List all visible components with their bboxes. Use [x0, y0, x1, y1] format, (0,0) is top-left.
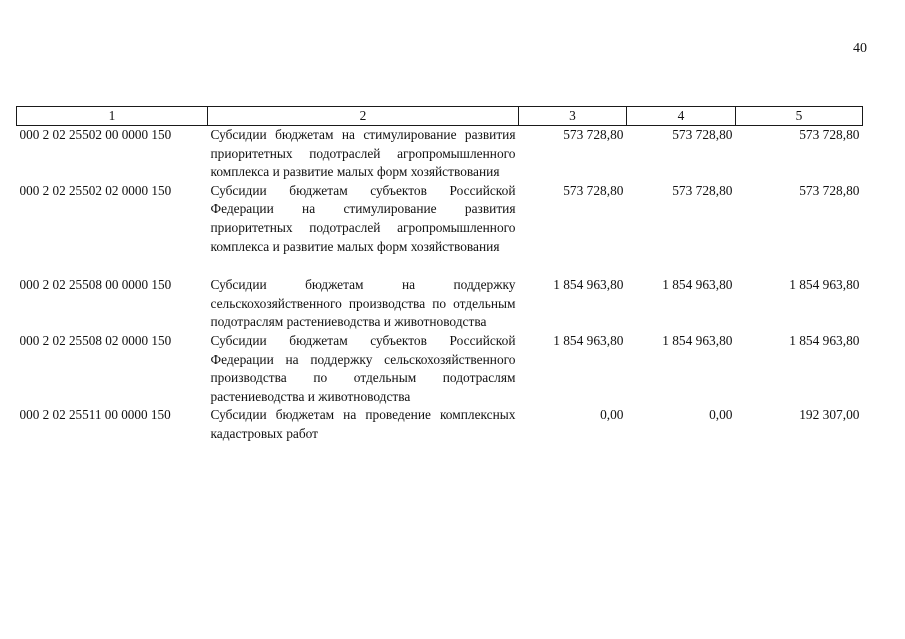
column-number-row	[17, 107, 863, 126]
amount-col5: 1 854 963,80	[789, 277, 860, 293]
page-number: 40	[853, 41, 867, 56]
amount-col5: 573 728,80	[799, 182, 860, 198]
column-header-2: 2	[208, 107, 519, 126]
amount-col5: 1 854 963,80	[789, 332, 860, 348]
table-row	[17, 276, 863, 332]
amount-col3: 1 854 963,80	[553, 277, 624, 293]
row-description: Субсидии бюджетам субъектов Российской Федерации на поддержку сельскохозяйственного производства по отдельным подотраслям растениеводства и животноводства	[210, 332, 516, 404]
row-description: Субсидии бюджетам на поддержку сельскохозяйственного производства по отдельным подотраслям растениеводства и животноводства	[210, 277, 516, 330]
table-row	[17, 406, 863, 443]
row-spacer-cell	[17, 256, 863, 276]
row-description: Субсидии бюджетам субъектов Российской Федерации на стимулирование развития приоритетных подотраслей агропромышленного комплекса и развитие малых форм хозяйствования	[210, 182, 516, 254]
amount-col4: 1 854 963,80	[662, 332, 733, 348]
budget-code: 000 2 02 25511 00 0000 150	[19, 407, 171, 423]
column-header-5: 5	[736, 107, 863, 126]
row-description: Субсидии бюджетам на стимулирование развития приоритетных подотраслей агропромышленного комплекса и развитие малых форм хозяйствования	[210, 127, 516, 180]
table-body	[17, 126, 863, 444]
amount-col3: 0,00	[600, 407, 624, 423]
amount-col4: 573 728,80	[672, 127, 733, 142]
budget-code: 000 2 02 25508 00 0000 150	[19, 277, 172, 293]
row-spacer	[17, 256, 863, 276]
amount-col3: 573 728,80	[563, 127, 624, 142]
column-header-4: 4	[627, 107, 736, 126]
amount-col3: 573 728,80	[563, 182, 624, 198]
budget-table	[16, 106, 863, 444]
column-header-1: 1	[17, 107, 208, 126]
table-row	[17, 182, 863, 256]
amount-col5: 192 307,00	[799, 407, 860, 423]
table-row	[17, 126, 863, 182]
amount-col4: 573 728,80	[672, 182, 733, 198]
table-header	[17, 107, 863, 126]
row-description: Субсидии бюджетам на проведение комплексных кадастровых работ	[210, 407, 516, 441]
table-row	[17, 332, 863, 406]
amount-col3: 1 854 963,80	[553, 332, 624, 348]
budget-code: 000 2 02 25502 02 0000 150	[19, 182, 172, 198]
amount-col5: 573 728,80	[799, 127, 860, 142]
amount-col4: 0,00	[709, 407, 733, 423]
amount-col4: 1 854 963,80	[662, 277, 733, 293]
budget-code: 000 2 02 25502 00 0000 150	[19, 127, 172, 142]
column-header-3: 3	[519, 107, 627, 126]
budget-code: 000 2 02 25508 02 0000 150	[19, 332, 172, 348]
